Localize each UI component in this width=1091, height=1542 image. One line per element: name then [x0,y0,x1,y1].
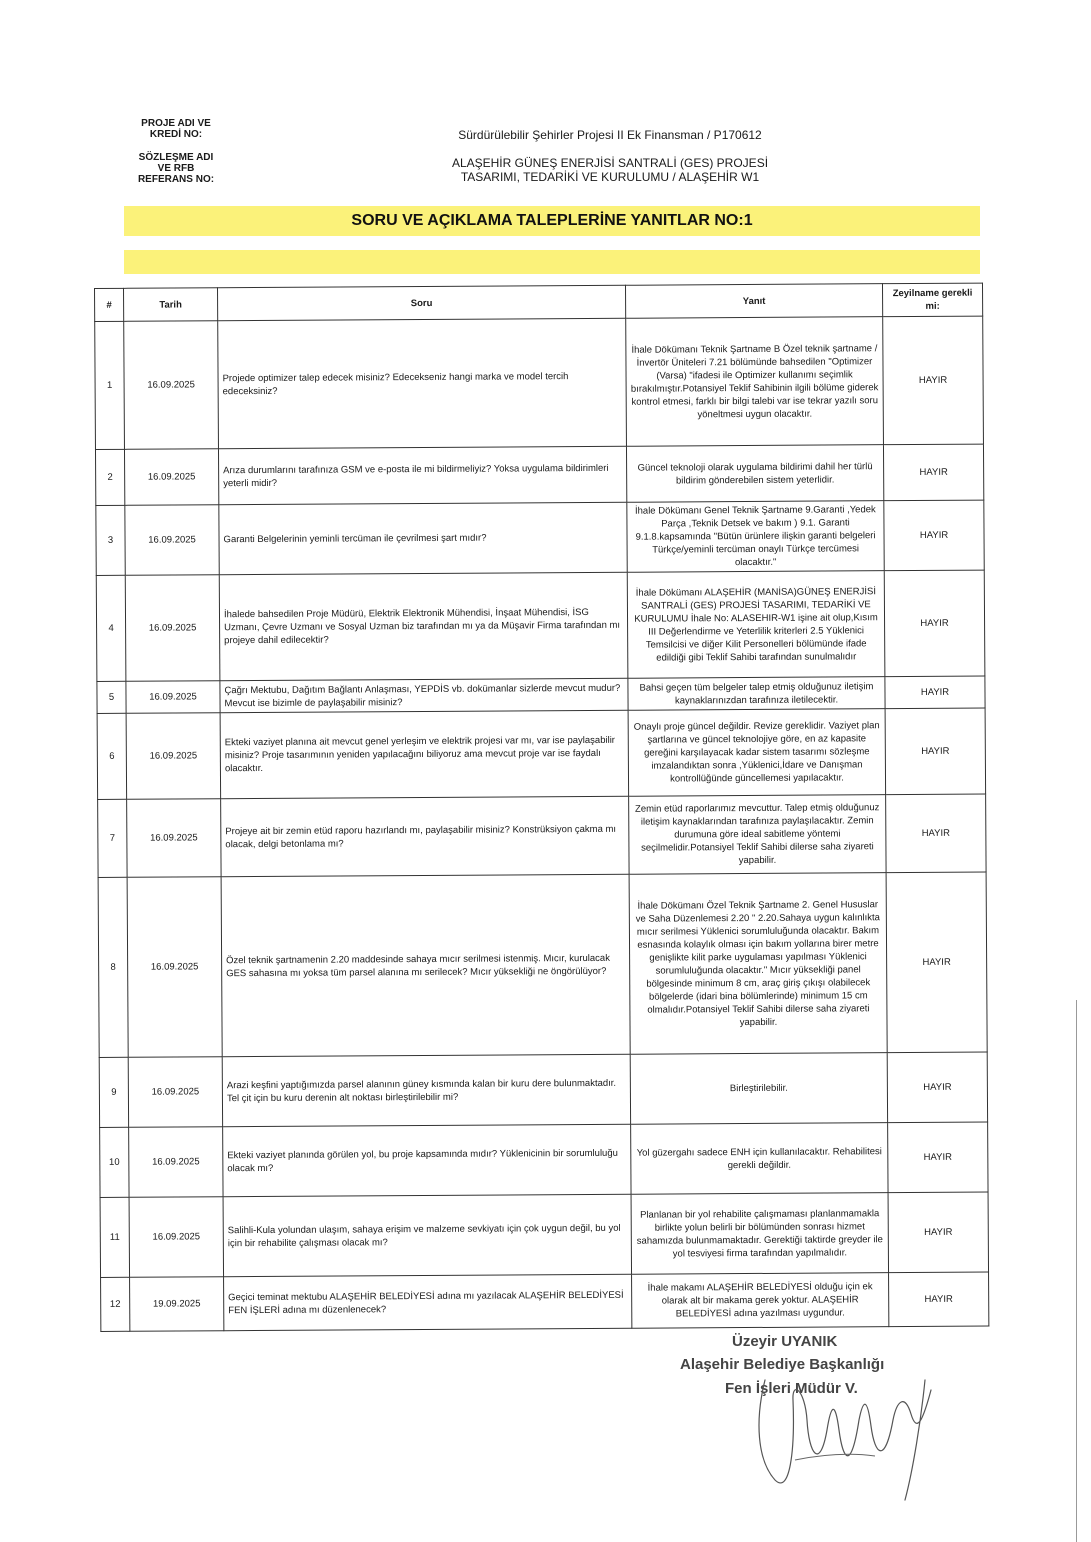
signer-organization: Alaşehir Belediye Başkanlığı [680,1356,885,1373]
handwritten-signature [735,1360,955,1510]
document-title: SORU VE AÇIKLAMA TALEPLERİNE YANITLAR NO:1 [351,212,753,229]
contract-value-line2: TASARIMI, TEDARİKİ VE KURULUMU / ALAŞEHİR W1 [460,170,760,184]
table-header-row [95,283,983,321]
row-date: 16.09.2025 [125,575,220,682]
table-row [96,500,984,575]
header-zeyilname: Zeyilname gerekli mi: [882,283,982,317]
row-question: Çağrı Mektubu, Dağıtım Bağlantı Anlaşması, YEPDİS vb. dokümanlar sizlerde mevcut mudur? Mevcut ise bizimle de paylaşabilir misiniz? [220,678,628,712]
table-row [100,1192,988,1277]
table-row [100,1122,988,1197]
row-question: Garanti Belgelerinin yeminli tercüman ile çevrilmesi şart mıdır? [219,502,627,574]
table-row [95,316,984,449]
header-answer: Yanıt [625,284,882,319]
row-number: 1 [95,321,125,449]
row-question: Özel teknik şartnamenin 2.20 maddesinde sahaya mıcır serilmesi istenmiş. Mıcır, kurulacak GES sahasına mı yoksa tüm parsel alanına mı serilecek? Mıcır yüksekliği ne öngörülüyor? [221,874,630,1056]
row-number: 12 [101,1277,130,1331]
row-answer: İhale Dökümanı Genel Teknik Şartname 9.Garanti ,Yedek Parça ,Teknik Detsek ve bakım ) 9.1. Garanti 9.1.8.kapsamında "Bütün ürünlere ilişkin garanti belgeleri Türkçe/yeminli tercüman onaylı Türkçe tercümesi olacaktır." [627,501,884,573]
row-date: 16.09.2025 [124,321,219,450]
row-question: Arıza durumlarını tarafınıza GSM ve e-posta ile mi bildirmeliyiz? Yoksa uygulama bildirimleri yeterli midir? [218,446,626,504]
row-answer: Planlanan bir yol rehabilite çalışmaması planlanmamakla birlikte yolun belirli bir bölümünden sonrası hizmet sahamızda bulunmamaktadır. Gerektiği taktirde greyder ile yol tesviyesi firma tarafından yapılmalıdır. [631,1193,888,1275]
row-number: 8 [98,877,128,1057]
row-number: 4 [96,575,126,681]
table-row [98,872,987,1057]
contract-value-line1: ALAŞEHİR GÜNEŞ ENERJİSİ SANTRALİ (GES) PROJESİ [451,156,769,170]
row-zeyilname: HAYIR [888,1122,988,1193]
row-answer: Yol güzergahı sadece ENH için kullanılacaktır. Rehabilitesi gerekli değildir. [631,1123,888,1195]
row-zeyilname: HAYIR [884,500,984,571]
row-answer: İhale makamı ALAŞEHİR BELEDİYESİ olduğu için ek olarak alt bir makama gerek yoktur. ALAŞEHİR BELEDİYESİ adına yazılması uygundur. [632,1273,889,1329]
row-date: 16.09.2025 [129,1197,223,1278]
row-number: 10 [100,1127,129,1197]
row-question: Projeye ait bir zemin etüd raporu hazırlandı mı, paylaşabilir misiniz? Konstrüksiyon çakma mı olacak, delgi betonlama mı? [221,796,629,876]
row-answer: Birleştirilebilir. [630,1053,887,1125]
row-zeyilname: HAYIR [884,570,985,677]
row-zeyilname: HAYIR [889,1272,989,1327]
row-question: Projede optimizer talep edecek misiniz? Edecekseniz hangi marka ve model tercih edeceksiniz? [218,318,627,448]
contract-value [380,156,840,184]
contract-label-line2: VE RFB [157,163,195,174]
contract-label-line3: REFERANS NO: [137,174,215,185]
row-zeyilname: HAYIR [885,676,985,709]
row-answer: Onaylı proje güncel değildir. Revize gereklidir. Vaziyet plan şartlarına ve güncel teknolojiye göre, en az kapasite gereğini karşılayacak kadar sistem tasarımı sözleşme imzalandıktan sonra ,Yüklenici,İdare ve Danışman kontrollüğünde güncellemesi yapılacaktır. [628,709,886,797]
row-zeyilname: HAYIR [886,794,986,873]
header-date: Tarih [124,288,218,322]
table-row [99,1052,987,1127]
row-date: 16.09.2025 [129,1127,223,1198]
qa-table [94,283,989,1332]
row-date: 16.09.2025 [128,1057,222,1128]
table-row [101,1272,989,1331]
table-row [98,794,986,877]
row-zeyilname: HAYIR [887,1052,987,1123]
project-value: Sürdürülebilir Şehirler Projesi II Ek Finansman / P170612 [458,128,762,142]
row-date: 16.09.2025 [124,449,218,506]
row-zeyilname: HAYIR [888,1192,988,1273]
row-number: 7 [98,799,127,877]
row-zeyilname: HAYIR [883,444,983,501]
secondary-highlight [124,250,980,274]
header-no: # [95,288,124,321]
row-number: 5 [97,681,126,713]
row-number: 3 [96,505,125,575]
header-question: Soru [218,285,626,320]
contract-label-line1: SÖZLEŞME ADI [138,152,214,163]
signer-name: Üzeyir UYANIK [732,1333,838,1350]
row-date: 16.09.2025 [125,505,219,576]
row-question: Ekteki vaziyet planında görülen yol, bu proje kapsamında mıdır? Yüklenicinin bir sorumluluğu olacak mı? [223,1124,631,1196]
table-row [97,708,986,799]
signer-role: Fen İşleri Müdür V. [725,1380,858,1397]
row-answer: İhale Dökümanı Özel Teknik Şartname 2. Genel Hususlar ve Saha Düzenlemesi 2.20 " 2.20.Sahaya uygun kalınlıkta mıcır serilmesi Yüklenici sorumluluğunda olacaktır. Bakım esnasında kolaylık olması için bakım yollarına birer metre genişlikte kilit parke uygulaması yapılması Yüklenici sorumluluğunda olacaktır." Mıcır yüksekliği panel bölgesinde minimum 8 cm, araç giriş çıkışı olabilecek bölgelerde (idari bina bölümlerinde) minimum 15 cm olmalıdır.Potansiyel Teklif Sahibi dilerse saha ziyareti yapabilir. [629,873,887,1055]
row-zeyilname: HAYIR [883,316,984,445]
row-answer: İhale Dökümanı ALAŞEHİR (MANİSA)GÜNEŞ ENERJİSİ SANTRALİ (GES) PROJESİ TASARIMI, TEDARİKİ VE KURULUMU İhale No: ALASEHIR-W1 işine ait olup,Kısım III Değerlendirme ve Yeterlilik kriterleri 2.5 Yüklenici Temsilcisi ve diğer Kilit Personelleri bölümünde ifade edildiği gibi Teklif Sahibi tarafından sunulmalıdır [627,571,885,679]
row-question: Salihli-Kula yolundan ulaşım, sahaya erişim ve malzeme sevkiyatı için çok uygun değil, bu yol için bir rehabilite çalışması olacak mı? [223,1194,631,1276]
scan-edge-line [1076,1000,1077,1542]
row-answer: Güncel teknoloji olarak uygulama bildirimi dahil her türlü bildirim gönderebilen sistem yeterlidir. [626,445,883,503]
row-answer: İhale Dökümanı Teknik Şartname B Özel teknik şartname /İnvertör Üniteleri 7.21 bölümünde bahsedilen "Optimizer (Varsa) "ifadesi ile Optimizer kullanımı seçimlik bırakılmıştır.Potansiyel Teklif Sahibinin ilgili bölüme giderek kontrol etmesi, farklı bir bilgi talebi var ise tekrar yazılı soru yöneltmesi uygun olacaktır. [626,317,884,447]
row-question: İhalede bahsedilen Proje Müdürü, Elektrik Elektronik Mühendisi, İnşaat Mühendisi, İSG Uzmanı, Çevre Uzmanı ve Sosyal Uzman biz tarafından mı ya da Müşavir Firma tarafından mı projeye dahil edilecektir? [219,572,628,680]
row-question: Geçici teminat mektubu ALAŞEHİR BELEDİYESİ adına mı yazılacak ALAŞEHİR BELEDİYESİ FEN İŞLERİ adına mı düzenlenecek? [224,1274,632,1330]
row-date: 16.09.2025 [127,877,222,1058]
row-date: 19.09.2025 [130,1277,224,1332]
row-answer: Bahsi geçen tüm belgeler talep etmiş olduğunuz iletişim kaynaklarınızdan tarafınıza iletilecektir. [628,677,885,711]
row-zeyilname: HAYIR [886,872,987,1053]
row-answer: Zemin etüd raporlarımız mevcuttur. Talep etmiş olduğunuz iletişim kaynaklarından tarafınıza paylaşılacaktır. Zemin durumuna göre ideal sabitleme yöntemi seçilmelidir.Potansiyel Teklif Sahibi dilerse saha ziyareti yapabilir. [629,795,886,875]
row-date: 16.09.2025 [126,681,220,714]
row-number: 2 [95,449,124,505]
project-label-line2: KREDİ NO: [149,129,203,140]
table-row [96,570,985,681]
table-row [95,444,983,505]
row-date: 16.09.2025 [126,713,221,800]
row-question: Arazi keşfini yaptığımızda parsel alanının güney kısmında kalan bir kuru dere bulunmaktadır. Tel çit için bu kuru derenin alt noktası birleştirilebilir mi? [222,1054,630,1126]
row-date: 16.09.2025 [127,799,221,878]
row-number: 9 [99,1057,128,1127]
row-question: Ekteki vaziyet planına ait mevcut genel yerleşim ve elektrik projesi var mı, var ise paylaşabilir misiniz? Proje tasarımının yeniden yapılacağını biliyoruz ama mevcut proje var ise faydalı olacaktır. [220,710,629,798]
row-zeyilname: HAYIR [885,708,986,795]
row-number: 6 [97,713,127,799]
row-number: 11 [100,1197,129,1277]
project-label-line1: PROJE ADI VE [141,118,211,129]
meta-labels [130,118,222,185]
